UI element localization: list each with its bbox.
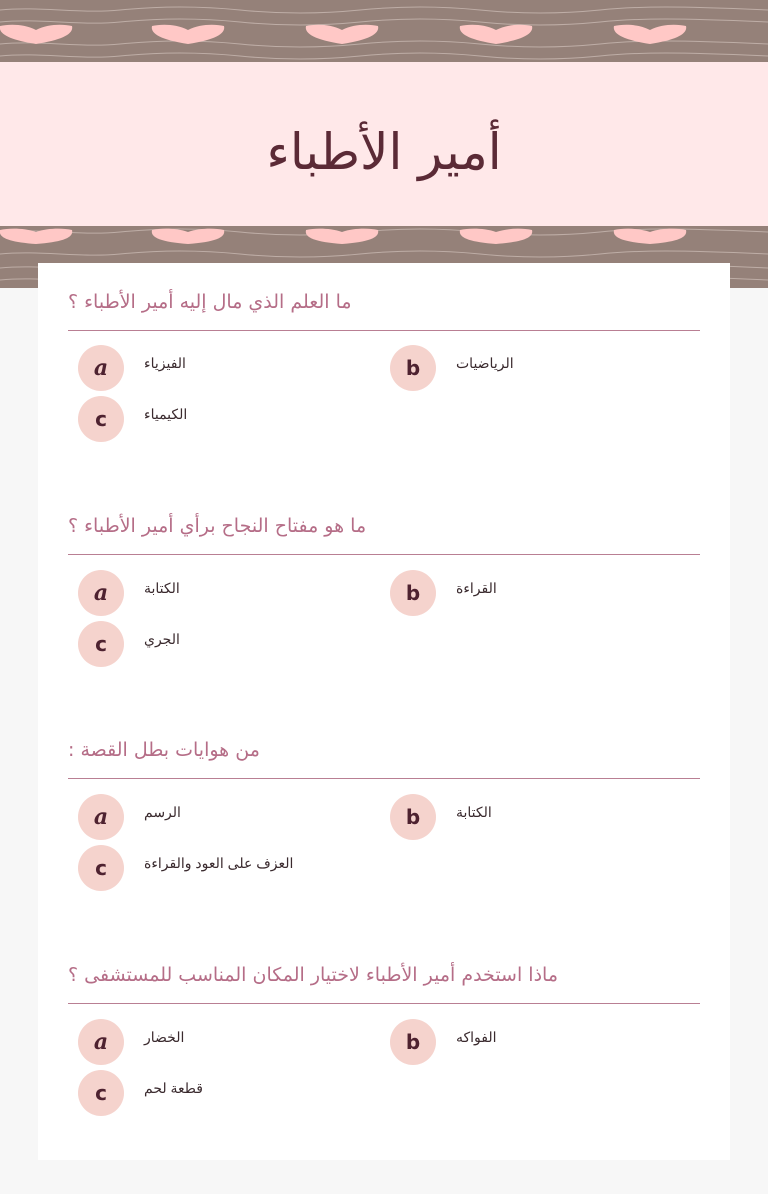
option-c[interactable] — [78, 845, 358, 891]
option-b[interactable] — [390, 345, 670, 391]
option-b[interactable] — [390, 570, 670, 616]
option-label: الرسم — [144, 804, 181, 820]
option-letter-badge: b — [390, 1019, 436, 1065]
heart-icon — [0, 25, 72, 44]
option-label: قطعة لحم — [144, 1080, 203, 1096]
question-1 — [68, 287, 700, 331]
option-label: الكتابة — [456, 804, 492, 820]
option-label: العزف على العود والقراءة — [144, 855, 294, 871]
question-text: من هوايات بطل القصة : — [68, 739, 260, 761]
heart-icon — [306, 25, 378, 44]
option-a[interactable] — [78, 570, 358, 616]
heart-icon — [306, 229, 378, 244]
heart-icon — [460, 25, 532, 44]
option-label: الخضار — [144, 1029, 185, 1045]
option-label: الكتابة — [144, 580, 180, 596]
divider — [68, 554, 700, 555]
option-b[interactable] — [390, 1019, 670, 1065]
heart-icon — [152, 229, 224, 244]
option-letter-badge: a — [78, 1019, 124, 1065]
option-label: الجري — [144, 631, 180, 647]
option-letter-badge: b — [390, 570, 436, 616]
option-letter-badge: b — [390, 794, 436, 840]
hearts-pattern-top — [0, 0, 768, 62]
title-area — [0, 62, 768, 226]
divider — [68, 330, 700, 331]
divider — [68, 1003, 700, 1004]
question-3 — [68, 735, 700, 779]
quiz-card — [38, 263, 730, 1160]
option-letter-badge: a — [78, 570, 124, 616]
option-label: القراءة — [456, 580, 497, 596]
option-letter-badge: a — [78, 345, 124, 391]
option-a[interactable] — [78, 794, 358, 840]
option-letter-badge: c — [78, 845, 124, 891]
option-letter-badge: a — [78, 794, 124, 840]
page-title: أمير الأطباء — [266, 123, 502, 181]
option-label: الكيمياء — [144, 406, 188, 422]
option-label: الفيزياء — [144, 355, 186, 371]
header-decoration-top — [0, 0, 768, 62]
divider — [68, 778, 700, 779]
question-text: ما العلم الذي مال إليه أمير الأطباء ؟ — [68, 291, 352, 313]
option-letter-badge: b — [390, 345, 436, 391]
option-letter-badge: c — [78, 396, 124, 442]
option-letter-badge: c — [78, 621, 124, 667]
option-a[interactable] — [78, 345, 358, 391]
option-c[interactable] — [78, 621, 358, 667]
option-label: الرياضيات — [456, 355, 514, 371]
option-a[interactable] — [78, 1019, 358, 1065]
question-2 — [68, 511, 700, 555]
question-text: ما هو مفتاح النجاح برأي أمير الأطباء ؟ — [68, 515, 367, 537]
question-text: ماذا استخدم أمير الأطباء لاختيار المكان المناسب للمستشفى ؟ — [68, 964, 559, 986]
heart-icon — [460, 229, 532, 244]
option-b[interactable] — [390, 794, 670, 840]
option-label: الفواكه — [456, 1029, 497, 1045]
option-c[interactable] — [78, 396, 358, 442]
option-c[interactable] — [78, 1070, 358, 1116]
question-4 — [68, 960, 700, 1004]
option-letter-badge: c — [78, 1070, 124, 1116]
heart-icon — [614, 229, 686, 244]
